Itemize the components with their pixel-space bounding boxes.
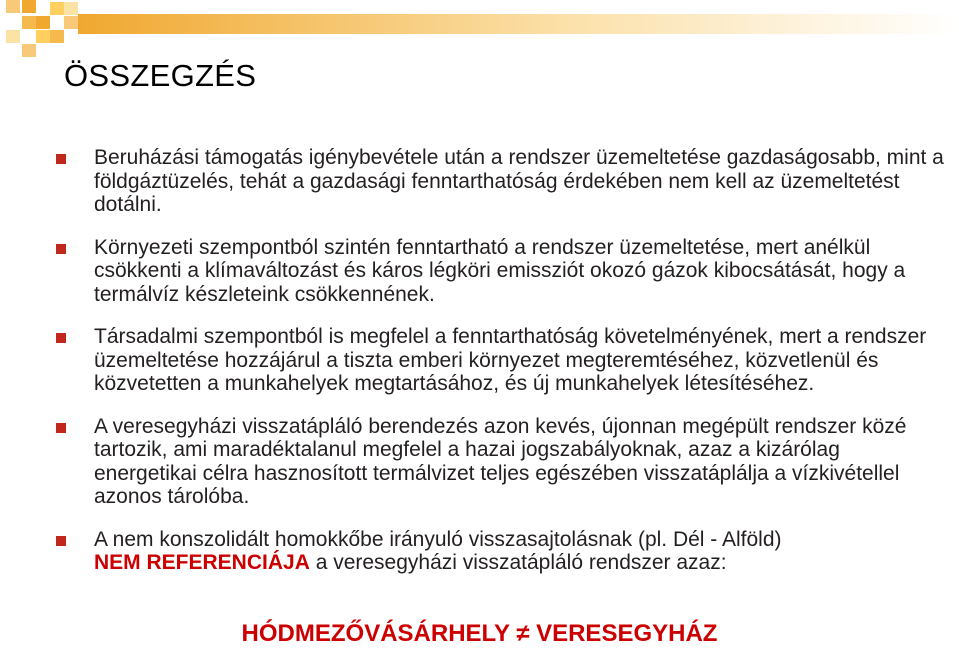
bullet-text: Társadalmi szempontból is megfelel a fenntarthatóság követelményének, mert a rendszer üzemeltetése hozzájárul a tiszta emberi környezet megteremtéséhez, közvetlenül és közvetetten a munkahelyek megtartásához, és új munkahelyek létesítéséhez. bbox=[94, 325, 927, 395]
list-item bbox=[56, 236, 946, 307]
square-bullet-icon bbox=[56, 244, 66, 254]
square-bullet-icon bbox=[56, 423, 66, 433]
bullet-list bbox=[56, 146, 946, 575]
header-gradient-bar bbox=[78, 14, 959, 34]
bullet-text: A veresegyházi visszatápláló berendezés azon kevés, újonnan megépült rendszer közé tartozik, ami maradéktalanul megfelel a hazai jogszabályoknak, azaz a kizárólag energetikai célra hasznosított termálvizet teljes egészében visszatáplálja a vízkivétellel azonos tárolóba. bbox=[94, 414, 907, 508]
list-item bbox=[56, 325, 946, 396]
bullet-text: Beruházási támogatás igénybevétele után a rendszer üzemeltetése gazdaságosabb, mint a földgáztüzelés, tehát a gazdasági fenntarthatóság érdekében nem kell az üzemeltetést dotálni. bbox=[94, 146, 944, 216]
square-bullet-icon bbox=[56, 154, 66, 164]
list-item bbox=[56, 146, 946, 217]
list-item bbox=[56, 415, 946, 509]
list-item bbox=[56, 528, 946, 575]
bullet-text-tail: a veresegyházi visszatápláló rendszer azaz: bbox=[309, 551, 727, 574]
page-title: ÖSSZEGZÉS bbox=[64, 58, 257, 93]
bullet-text: Környezeti szempontból szintén fenntartható a rendszer üzemeltetése, mert anélkül csökkenti a klímaváltozást és káros légköri emissziót okozó gázok kibocsátását, hogy a termálvíz készleteink csökkennének. bbox=[94, 235, 906, 306]
conclusion-emphasis: HÓDMEZŐVÁSÁRHELY ≠ VERESEGYHÁZ bbox=[241, 620, 718, 647]
bullet-text-line1: A nem konszolidált homokkőbe irányuló visszasajtolásnak (pl. Dél - Alföld) bbox=[94, 527, 782, 551]
square-bullet-icon bbox=[56, 333, 66, 343]
non-reference-highlight: NEM REFERENCIÁJA bbox=[94, 551, 310, 574]
logo-squares-icon bbox=[0, 0, 90, 60]
square-bullet-icon bbox=[56, 536, 66, 546]
